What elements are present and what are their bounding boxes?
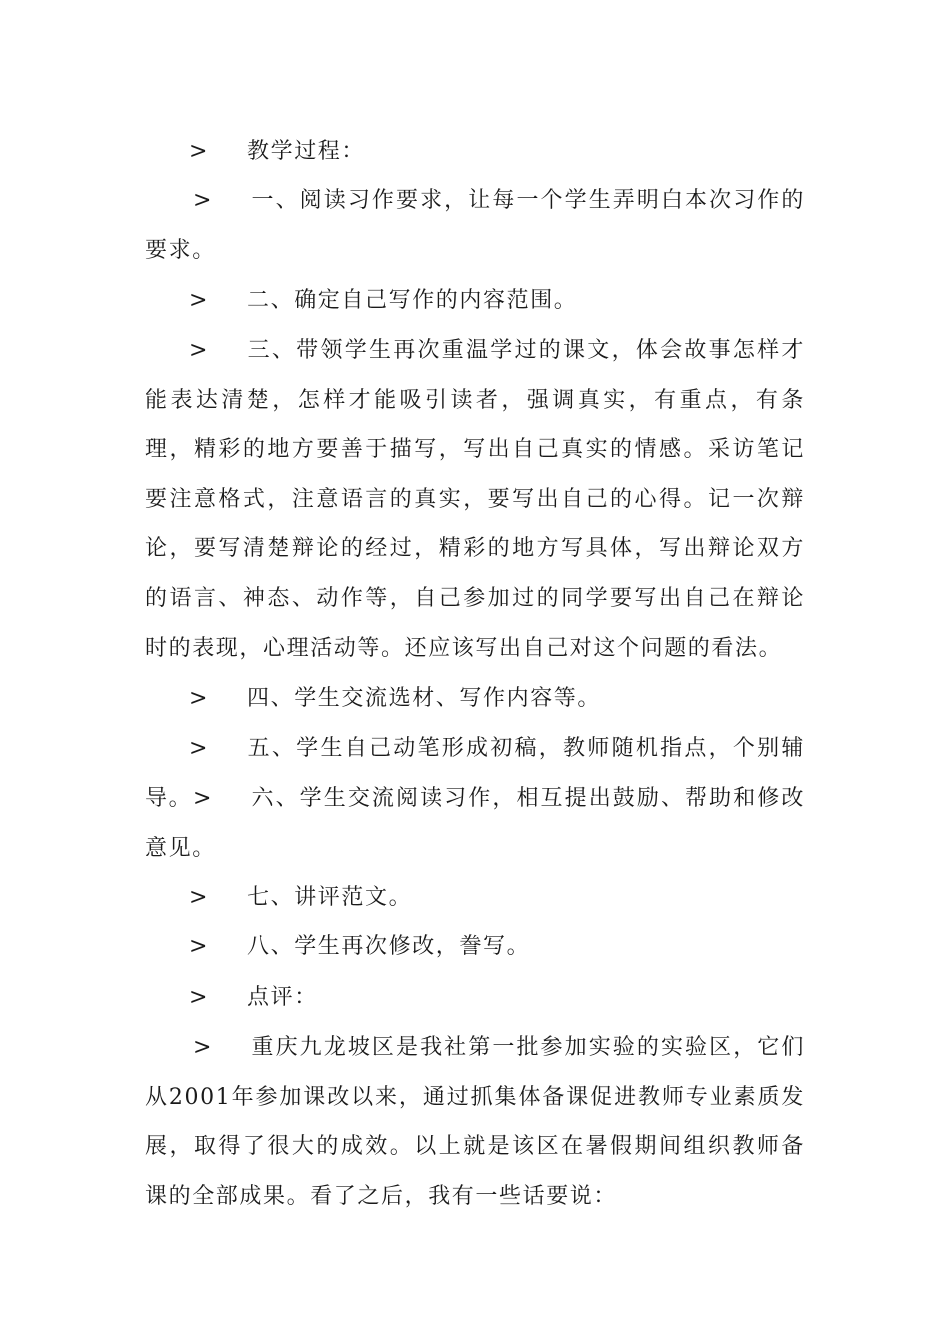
bullet-icon: > [193, 1035, 214, 1060]
paragraph-text: 七、讲评范文。 [247, 885, 413, 910]
paragraph-step-1 [145, 176, 805, 275]
bullet-icon: > [189, 934, 210, 959]
paragraph-comment-body [145, 1023, 805, 1221]
paragraph-text: 八、学生再次修改，誊写。 [247, 934, 531, 959]
bullet-icon: > [189, 985, 210, 1010]
paragraph-step-7 [145, 873, 805, 923]
paragraph-comment-heading [145, 973, 805, 1023]
paragraph-text: 三、带领学生再次重温学过的课文，体会故事怎样才能表达清楚，怎样才能吸引读者，强调真实，有重点，有条理，精彩的地方要善于描写，写出自己真实的情感。采访笔记要注意格式，注意语言的真实，要写出自己的心得。记一次辩论，要写清楚辩论的经过，精彩的地方写具体，写出辩论双方的语言、神态、动作等，自己参加过的同学要写出自己在辩论时的表现，心理活动等。还应该写出自己对这个问题的看法。 [145, 338, 805, 661]
paragraph-text: 二、确定自己写作的内容范围。 [247, 288, 578, 313]
bullet-icon: > [189, 686, 210, 711]
paragraph-text: 五、学生自己动笔形成初稿，教师随机指点，个别辅导。 [145, 736, 805, 811]
paragraph-step-2 [145, 276, 805, 326]
paragraph-text: 教学过程： [247, 139, 366, 164]
bullet-icon: > [189, 288, 210, 313]
paragraph-text: 四、学生交流选材、写作内容等。 [247, 686, 602, 711]
paragraph-step-3 [145, 326, 805, 673]
bullet-icon: > [189, 736, 210, 761]
bullet-icon: > [189, 139, 210, 164]
bullet-icon: > [189, 885, 210, 910]
paragraph-text: 重庆九龙坡区是我社第一批参加实验的实验区，它们从2001年参加课改以来，通过抓集体备课促进教师专业素质发展，取得了很大的成效。以上就是该区在暑假期间组织教师备课的全部成果。看了之后，我有一些话要说： [145, 1035, 805, 1209]
paragraph-text: 点评： [247, 985, 318, 1010]
paragraph-text: 六、学生交流阅读习作，相互提出鼓励、帮助和修改意见。 [145, 786, 805, 861]
paragraph-step-6 [145, 774, 805, 873]
paragraph-text: 一、阅读习作要求，让每一个学生弄明白本次习作的要求。 [145, 188, 805, 263]
bullet-icon: > [193, 188, 214, 213]
paragraph-teaching-process [145, 127, 805, 177]
bullet-icon: > [189, 338, 210, 363]
paragraph-step-4 [145, 674, 805, 724]
bullet-icon: > [193, 786, 214, 811]
paragraph-step-8 [145, 922, 805, 972]
